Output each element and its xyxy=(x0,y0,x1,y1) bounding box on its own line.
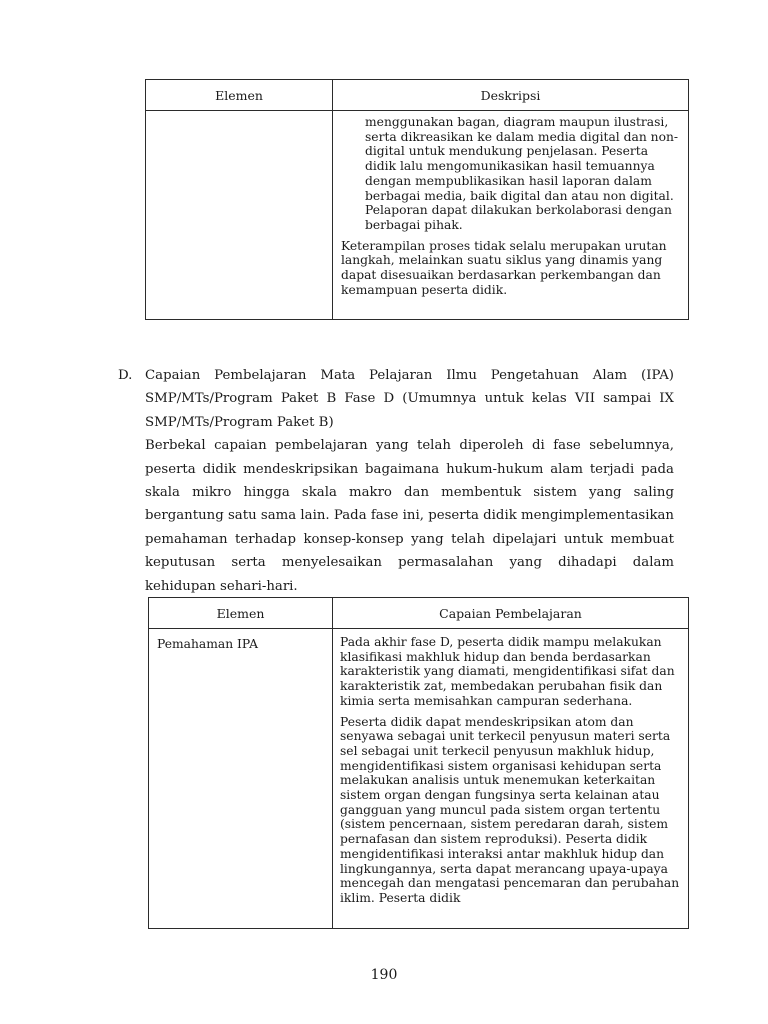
page-number: 190 xyxy=(370,967,398,983)
header-deskripsi: Deskripsi xyxy=(333,80,689,111)
capaian-cell xyxy=(333,629,689,929)
header-elemen: Elemen xyxy=(149,598,333,629)
deskripsi-cell xyxy=(333,111,689,320)
capaian-paragraph-1: Pada akhir fase D, peserta didik mampu melakukan klasifikasi makhluk hidup dan benda berdasarkan karakteristik yang diamati, mengidentifikasi sifat dan karakteristik zat, membedakan perubahan fisik dan kimia serta memisahkan campuran sederhana. xyxy=(340,635,675,708)
capaian-pembelajaran-table xyxy=(148,597,689,929)
elemen-deskripsi-table xyxy=(145,79,689,320)
deskripsi-note-text: Keterampilan proses tidak selalu merupakan urutan langkah, melainkan suatu siklus yang dinamis yang dapat disesuaikan berdasarkan perkembangan dan kemampuan peserta didik. xyxy=(341,238,667,297)
capaian-paragraph-2: Peserta didik dapat mendeskripsikan atom dan senyawa sebagai unit terkecil penyusun materi serta sel sebagai unit terkecil penyusun makhluk hidup, mengidentifikasi sistem organisasi kehidupan serta melakukan analisis untuk menemukan keterkaitan sistem organ dengan fungsinya serta kelainan atau gangguan yang muncul pada sistem organ tertentu (sistem pencernaan, sistem peredaran darah, sistem pernafasan dan sistem reproduksi). Peserta didik mengidentifikasi interaksi antar makhluk hidup dan lingkungannya, serta dapat merancang upaya-upaya mencegah dan mengatasi pencemaran dan perubahan iklim. Peserta didik xyxy=(340,714,680,905)
section-body: Berbekal capaian pembelajaran yang telah diperoleh di fase sebelumnya, peserta didik mendeskripsikan bagaimana hukum-hukum alam terjadi pada skala mikro hingga skala makro dan membentuk sistem yang saling bergantung satu sama lain. Pada fase ini, peserta didik mengimplementasikan pemahaman terhadap konsep-konsep yang telah dipelajari untuk membuat keputusan serta menyelesaikan permasalahan yang dihadapi dalam kehidupan sehari-hari. xyxy=(145,438,674,594)
section-d xyxy=(118,364,674,598)
deskripsi-indented-text: menggunakan bagan, diagram maupun ilustrasi, serta dikreasikan ke dalam media digital dan non-digital untuk mendukung penjelasan. Peserta didik lalu mengomunikasikan hasil temuannya dengan mempublikasikan hasil laporan dalam berbagai media, baik digital dan atau non digital. Pelaporan dapat dilakukan berkolaborasi dengan berbagai pihak. xyxy=(365,115,679,232)
elemen-pemahaman-ipa: Pemahaman IPA xyxy=(149,629,333,929)
header-elemen: Elemen xyxy=(146,80,333,111)
section-letter: D. xyxy=(118,368,133,383)
elemen-cell-empty xyxy=(146,111,333,320)
section-title: Capaian Pembelajaran Mata Pelajaran Ilmu Pengetahuan Alam (IPA) SMP/MTs/Program Paket B Fase D (Umumnya untuk kelas VII sampai IX SMP/MTs/Program Paket B) xyxy=(145,368,674,430)
header-capaian: Capaian Pembelajaran xyxy=(333,598,689,629)
